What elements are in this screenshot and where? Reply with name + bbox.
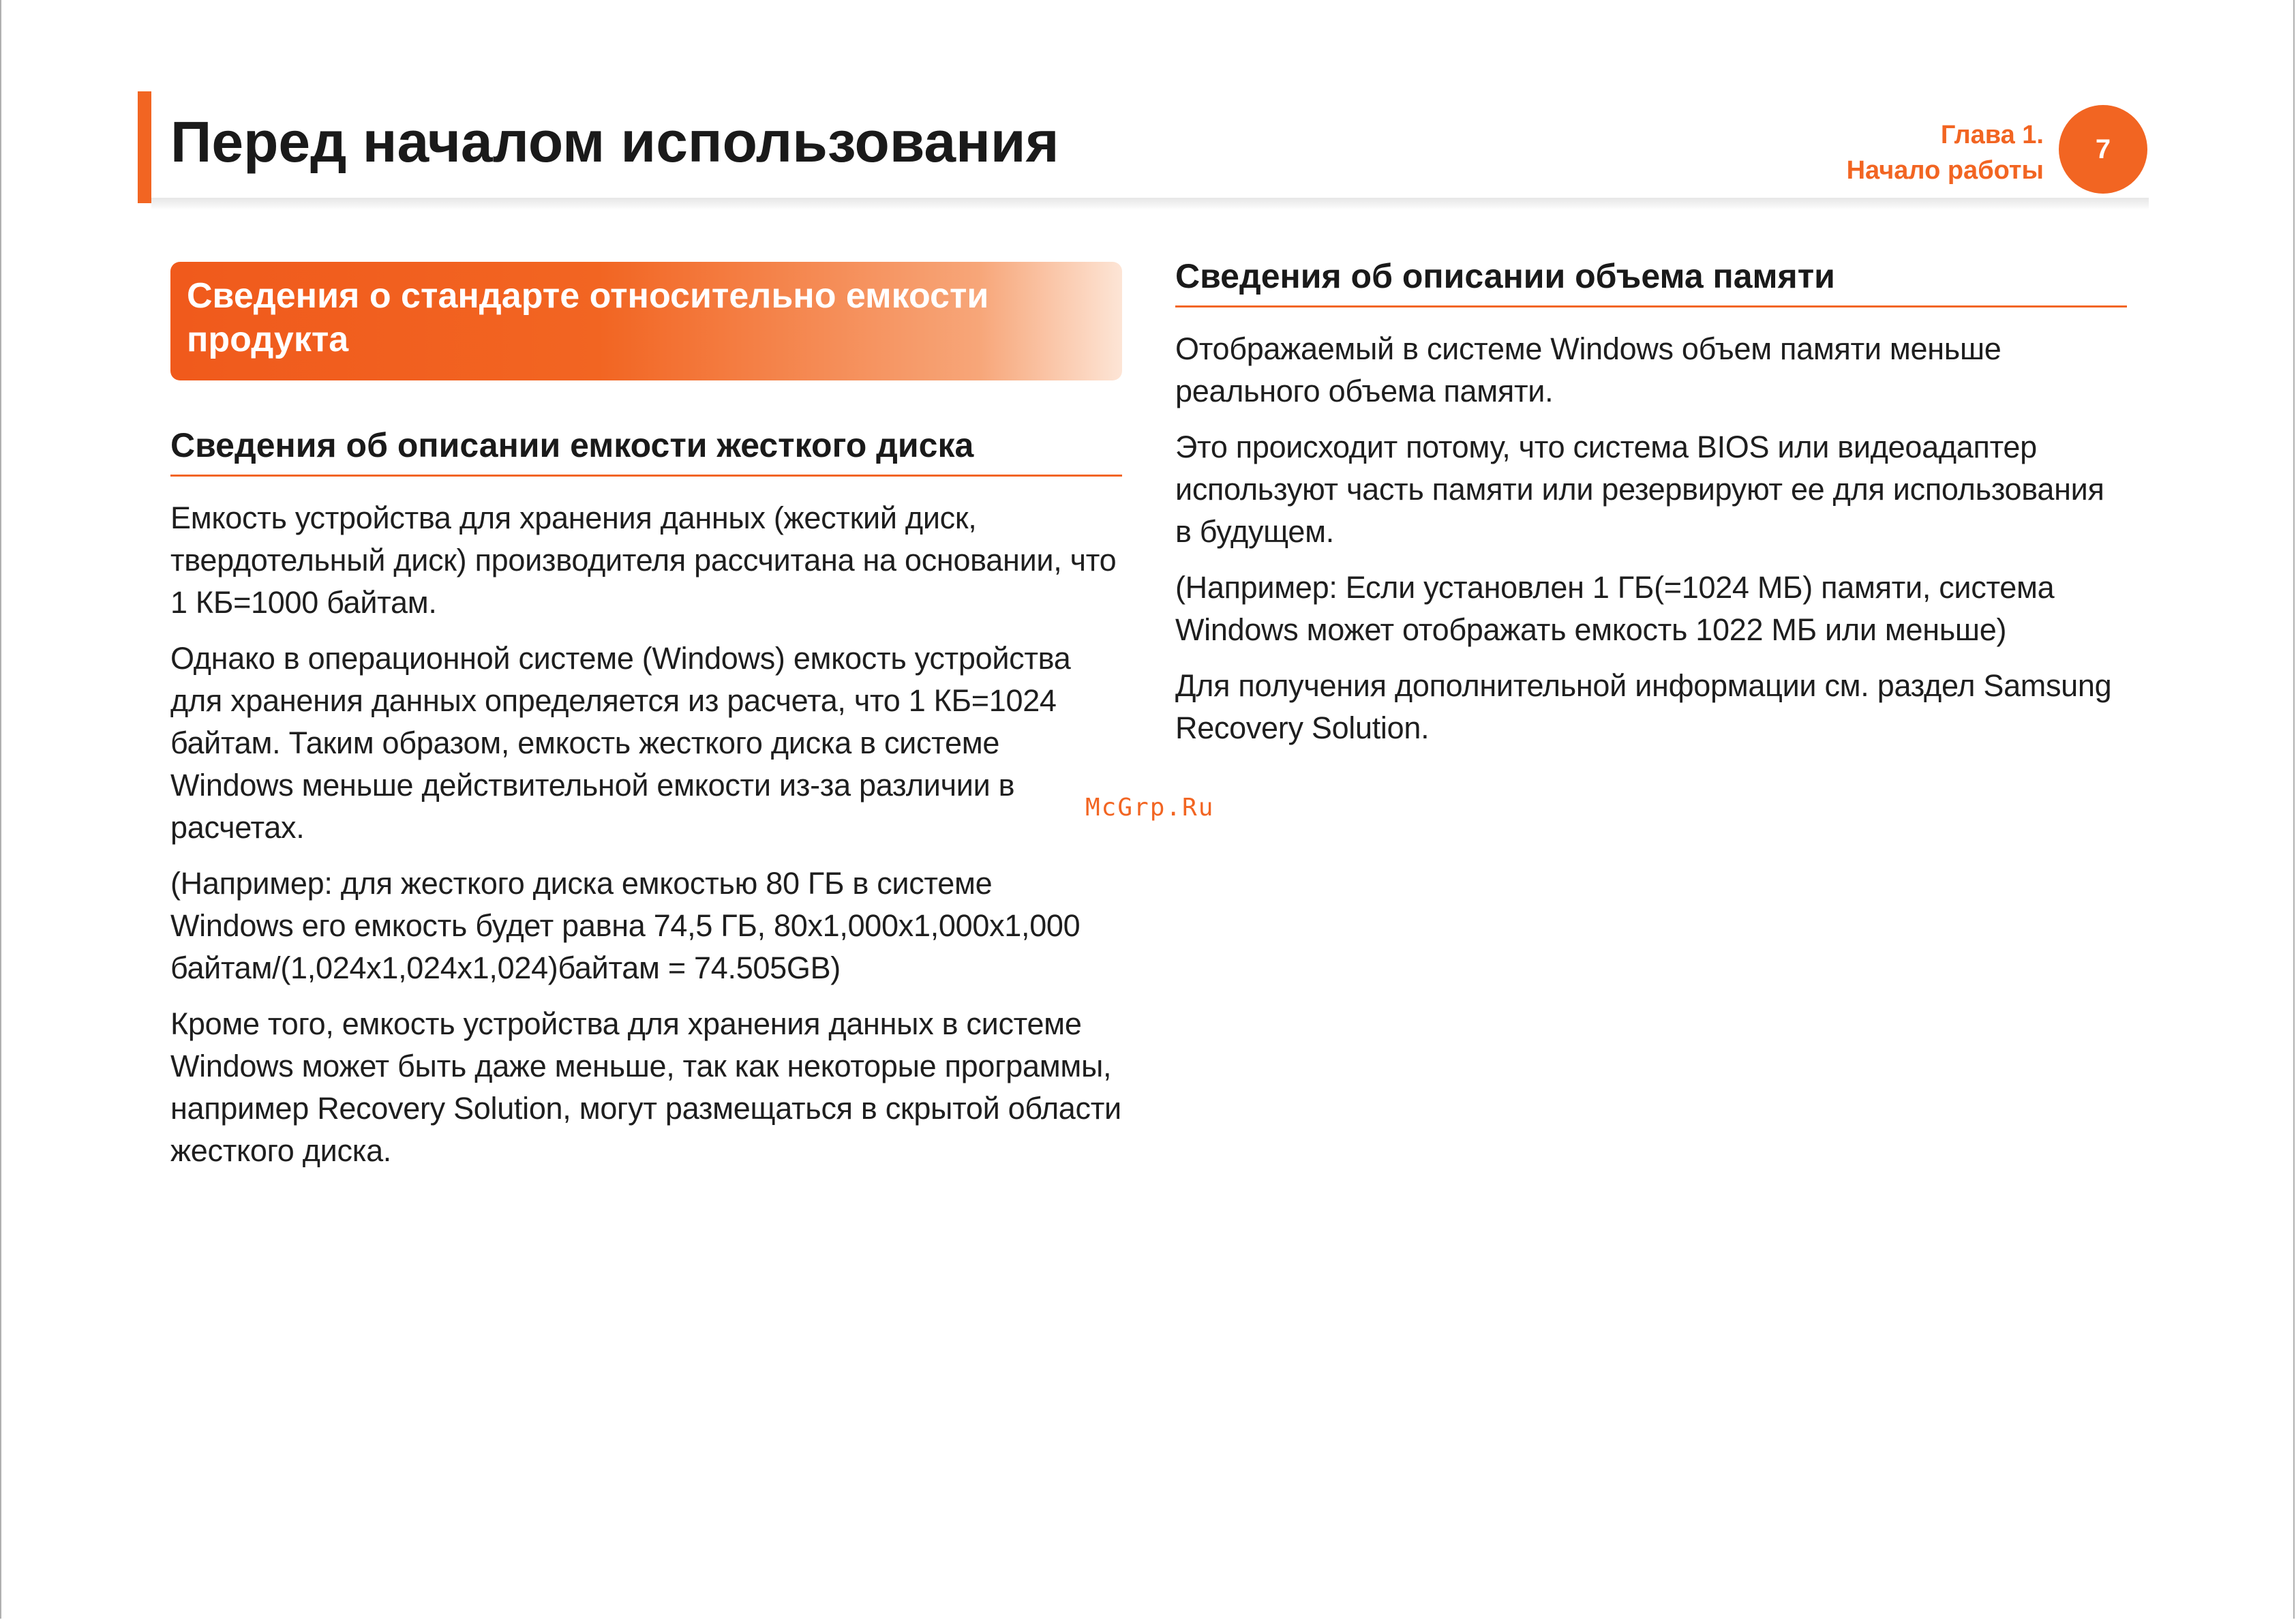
- paragraph: Отображаемый в системе Windows объем памяти меньше реального объема памяти.: [1175, 331, 2002, 408]
- chapter-number: Глава 1.: [1940, 121, 2044, 149]
- paragraph: (Например: для жесткого диска емкостью 80 ГБ в системе Windows его емкость будет равна 74,5 ГБ, 80x1,000x1,000x1,000 байтам/(1,024x1,024x1,024)байтам = 74.505GB): [170, 866, 1081, 985]
- hdd-capacity-heading: Сведения об описании емкости жесткого диска: [170, 423, 1122, 477]
- chapter-title: Начало работы: [1846, 156, 2044, 185]
- left-column: [170, 423, 1122, 1186]
- page-number-badge: 7: [2059, 105, 2147, 194]
- watermark: McGrp.Ru: [1085, 794, 1215, 822]
- title-accent-bar: [138, 91, 151, 203]
- header-divider: [151, 198, 2149, 210]
- chapter-label: [1847, 117, 2044, 188]
- section-banner: [170, 262, 1122, 380]
- paragraph: Кроме того, емкость устройства для хранения данных в системе Windows может быть даже меньше, так как некоторые программы, например Recovery Solution, могут размещаться в скрытой области жесткого диска.: [170, 1006, 1121, 1168]
- paragraph: Для получения дополнительной информации см. раздел Samsung Recovery Solution.: [1175, 668, 2112, 745]
- paragraph: Емкость устройства для хранения данных (жесткий диск, твердотельный диск) производителя рассчитана на основании, что 1 КБ=1000 байтам.: [170, 500, 1117, 620]
- right-column: [1175, 254, 2127, 763]
- page-title: Перед началом использования: [170, 110, 1059, 174]
- paragraph: Однако в операционной системе (Windows) емкость устройства для хранения данных определяется из расчета, что 1 КБ=1024 байтам. Таким образом, емкость жесткого диска в системе Windows меньше действительной емкости из-за различии в расчетах.: [170, 641, 1071, 845]
- memory-capacity-heading: Сведения об описании объема памяти: [1175, 254, 2127, 308]
- paragraph: Это происходит потому, что система BIOS или видеоадаптер используют часть памяти или резервируют ее для использования в будущем.: [1175, 430, 2104, 549]
- banner-title: Сведения о стандарте относительно емкости продукта: [187, 276, 989, 359]
- paragraph: (Например: Если установлен 1 ГБ(=1024 МБ) памяти, система Windows может отображать емкость 1022 МБ или меньше): [1175, 570, 2055, 647]
